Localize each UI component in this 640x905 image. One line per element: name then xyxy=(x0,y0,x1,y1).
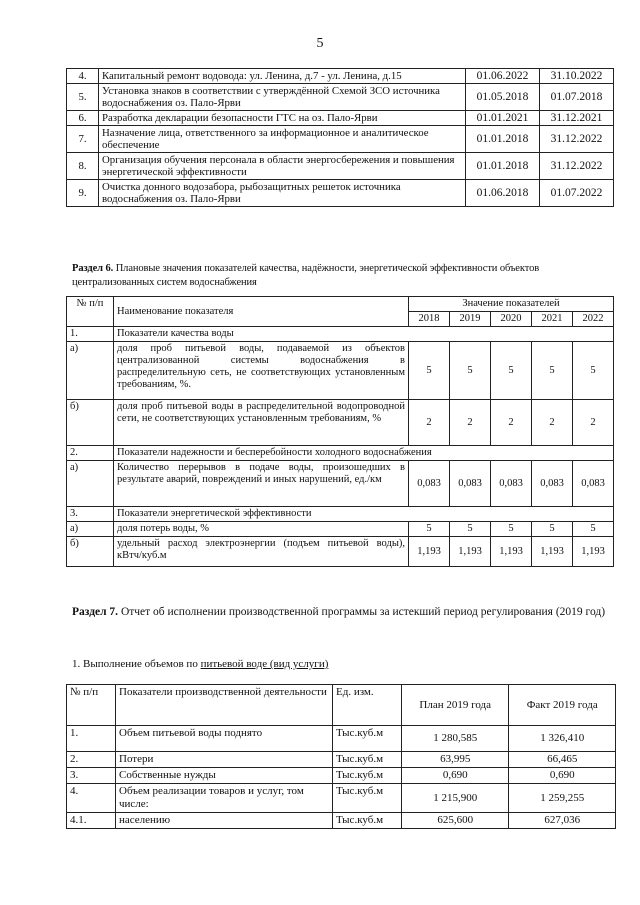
report-indicator: населению xyxy=(116,813,333,829)
year-cell: 2022 xyxy=(573,312,614,327)
report-header-row xyxy=(67,685,616,726)
group-row xyxy=(67,507,614,522)
report-plan: 1 280,585 xyxy=(402,726,509,752)
report-row xyxy=(67,726,616,752)
indicator-num: б) xyxy=(67,537,114,567)
indicator-value: 0,083 xyxy=(491,461,532,507)
indicator-value: 0,083 xyxy=(573,461,614,507)
indicator-row xyxy=(67,342,614,400)
indicator-value: 5 xyxy=(409,522,450,537)
section-7-label: Раздел 7. xyxy=(72,606,119,618)
indicator-value: 1,193 xyxy=(450,537,491,567)
report-row xyxy=(67,784,616,813)
group-title: Показатели качества воды xyxy=(114,327,614,342)
measure-name: Организация обучения персонала в области энергосбережения и повышения энергетической эффективности xyxy=(99,153,466,180)
measure-start-date: 01.06.2018 xyxy=(466,180,540,207)
indicator-value: 0,083 xyxy=(409,461,450,507)
indicator-value: 2 xyxy=(573,400,614,446)
report-plan: 1 215,900 xyxy=(402,784,509,813)
report-fact: 1 259,255 xyxy=(509,784,616,813)
report-indicator: Объем питьевой воды поднято xyxy=(116,726,333,752)
report-plan: 0,690 xyxy=(402,768,509,784)
report-header-fact: Факт 2019 года xyxy=(509,685,616,726)
header-indicator-name: Наименование показателя xyxy=(114,297,409,327)
measure-row xyxy=(67,180,614,207)
indicator-value: 5 xyxy=(573,342,614,400)
year-cell: 2020 xyxy=(491,312,532,327)
measure-start-date: 01.01.2018 xyxy=(466,126,540,153)
measure-end-date: 01.07.2022 xyxy=(540,180,614,207)
report-unit: Тыс.куб.м xyxy=(333,784,402,813)
section-6-heading xyxy=(72,262,612,290)
measure-num: 5. xyxy=(67,84,99,111)
report-unit: Тыс.куб.м xyxy=(333,752,402,768)
indicator-num: а) xyxy=(67,522,114,537)
indicator-value: 2 xyxy=(409,400,450,446)
section-6-title: Плановые значения показателей качества, надёжности, энергетической эффективности объектов централизованных систем водоснабжения xyxy=(72,263,540,288)
measure-start-date: 01.01.2018 xyxy=(466,153,540,180)
indicators-header-row xyxy=(67,297,614,312)
report-indicator: Потери xyxy=(116,752,333,768)
section-6-label: Раздел 6. xyxy=(72,263,114,274)
page-number: 5 xyxy=(316,36,324,51)
group-num: 1. xyxy=(67,327,114,342)
report-row xyxy=(67,752,616,768)
indicator-name: доля проб питьевой воды, подаваемой из объектов централизованной системы водоснабжения в распределительную сеть, не соответствующих установленным требованиям, %. xyxy=(114,342,409,400)
indicator-row xyxy=(67,537,614,567)
report-unit: Тыс.куб.м xyxy=(333,768,402,784)
indicator-value: 0,083 xyxy=(532,461,573,507)
subsection-heading xyxy=(72,657,328,671)
measure-row xyxy=(67,126,614,153)
year-cell: 2018 xyxy=(409,312,450,327)
report-header-plan: План 2019 года xyxy=(402,685,509,726)
measure-row xyxy=(67,84,614,111)
indicator-value: 5 xyxy=(450,522,491,537)
indicator-value: 5 xyxy=(409,342,450,400)
measure-name: Очистка донного водозабора, рыбозащитных решеток источника водоснабжения оз. Пало-Ярви xyxy=(99,180,466,207)
group-row xyxy=(67,327,614,342)
indicator-value: 1,193 xyxy=(409,537,450,567)
measure-start-date: 01.05.2018 xyxy=(466,84,540,111)
indicator-value: 5 xyxy=(450,342,491,400)
header-num: № п/п xyxy=(67,297,114,327)
indicator-value: 1,193 xyxy=(573,537,614,567)
indicator-num: б) xyxy=(67,400,114,446)
indicator-name: удельный расход электроэнергии (подъем питьевой воды), кВтч/куб.м xyxy=(114,537,409,567)
report-row xyxy=(67,813,616,829)
indicator-value: 2 xyxy=(450,400,491,446)
measure-start-date: 01.06.2022 xyxy=(466,69,540,84)
report-header-num: № п/п xyxy=(67,685,116,726)
section-7-heading xyxy=(72,604,617,620)
indicator-value: 0,083 xyxy=(450,461,491,507)
measure-num: 9. xyxy=(67,180,99,207)
indicator-value: 2 xyxy=(491,400,532,446)
section-7-title: Отчет об исполнении производственной программы за истекший период регулирования (2019 год) xyxy=(120,606,606,618)
measure-row xyxy=(67,153,614,180)
indicator-value: 5 xyxy=(491,342,532,400)
indicator-value: 5 xyxy=(573,522,614,537)
measure-num: 7. xyxy=(67,126,99,153)
report-indicator: Объем реализации товаров и услуг, том числе: xyxy=(116,784,333,813)
indicator-name: Количество перерывов в подаче воды, произошедших в результате аварий, повреждений и иных нарушений, ед./км xyxy=(114,461,409,507)
report-num: 1. xyxy=(67,726,116,752)
report-fact: 627,036 xyxy=(509,813,616,829)
measure-num: 4. xyxy=(67,69,99,84)
report-plan: 625,600 xyxy=(402,813,509,829)
measure-num: 6. xyxy=(67,111,99,126)
report-plan: 63,995 xyxy=(402,752,509,768)
report-row xyxy=(67,768,616,784)
measure-row xyxy=(67,69,614,84)
measure-name: Разработка декларации безопасности ГТС на оз. Пало-Ярви xyxy=(99,111,466,126)
indicator-row xyxy=(67,461,614,507)
report-num: 3. xyxy=(67,768,116,784)
indicator-num: а) xyxy=(67,342,114,400)
subsection-prefix: 1. Выполнение объемов по xyxy=(72,658,201,670)
report-header-indicator: Показатели производственной деятельности xyxy=(116,685,333,726)
measure-name: Установка знаков в соответствии с утверждённой Схемой ЗСО источника водоснабжения оз. Пало-Ярви xyxy=(99,84,466,111)
group-num: 3. xyxy=(67,507,114,522)
report-fact: 66,465 xyxy=(509,752,616,768)
measure-end-date: 31.10.2022 xyxy=(540,69,614,84)
indicator-value: 5 xyxy=(532,522,573,537)
report-header-unit: Ед. изм. xyxy=(333,685,402,726)
measure-num: 8. xyxy=(67,153,99,180)
indicator-value: 5 xyxy=(532,342,573,400)
year-cell: 2019 xyxy=(450,312,491,327)
header-values: Значение показателей xyxy=(409,297,614,312)
report-num: 4.1. xyxy=(67,813,116,829)
indicator-value: 5 xyxy=(491,522,532,537)
measure-start-date: 01.01.2021 xyxy=(466,111,540,126)
report-table xyxy=(66,684,616,829)
report-indicator: Собственные нужды xyxy=(116,768,333,784)
report-num: 4. xyxy=(67,784,116,813)
report-unit: Тыс.куб.м xyxy=(333,726,402,752)
report-fact: 1 326,410 xyxy=(509,726,616,752)
measure-name: Капитальный ремонт водовода: ул. Ленина, д.7 - ул. Ленина, д.15 xyxy=(99,69,466,84)
group-num: 2. xyxy=(67,446,114,461)
measure-end-date: 31.12.2021 xyxy=(540,111,614,126)
subsection-service: питьевой воде (вид услуги) xyxy=(200,658,329,670)
indicator-value: 2 xyxy=(532,400,573,446)
measure-name: Назначение лица, ответственного за информационное и аналитическое обеспечение xyxy=(99,126,466,153)
measure-end-date: 31.12.2022 xyxy=(540,126,614,153)
indicator-row xyxy=(67,522,614,537)
report-unit: Тыс.куб.м xyxy=(333,813,402,829)
indicator-num: а) xyxy=(67,461,114,507)
indicator-name: доля потерь воды, % xyxy=(114,522,409,537)
measure-end-date: 31.12.2022 xyxy=(540,153,614,180)
indicator-row xyxy=(67,400,614,446)
group-title: Показатели энергетической эффективности xyxy=(114,507,614,522)
indicator-name: доля проб питьевой воды в распределительной водопроводной сети, не соответствующих установленным требованиям, % xyxy=(114,400,409,446)
report-num: 2. xyxy=(67,752,116,768)
report-fact: 0,690 xyxy=(509,768,616,784)
group-title: Показатели надежности и бесперебойности холодного водоснабжения xyxy=(114,446,614,461)
indicator-value: 1,193 xyxy=(532,537,573,567)
year-cell: 2021 xyxy=(532,312,573,327)
measure-end-date: 01.07.2018 xyxy=(540,84,614,111)
group-row xyxy=(67,446,614,461)
measure-row xyxy=(67,111,614,126)
indicators-table xyxy=(66,296,614,567)
measures-table xyxy=(66,68,614,207)
indicator-value: 1,193 xyxy=(491,537,532,567)
